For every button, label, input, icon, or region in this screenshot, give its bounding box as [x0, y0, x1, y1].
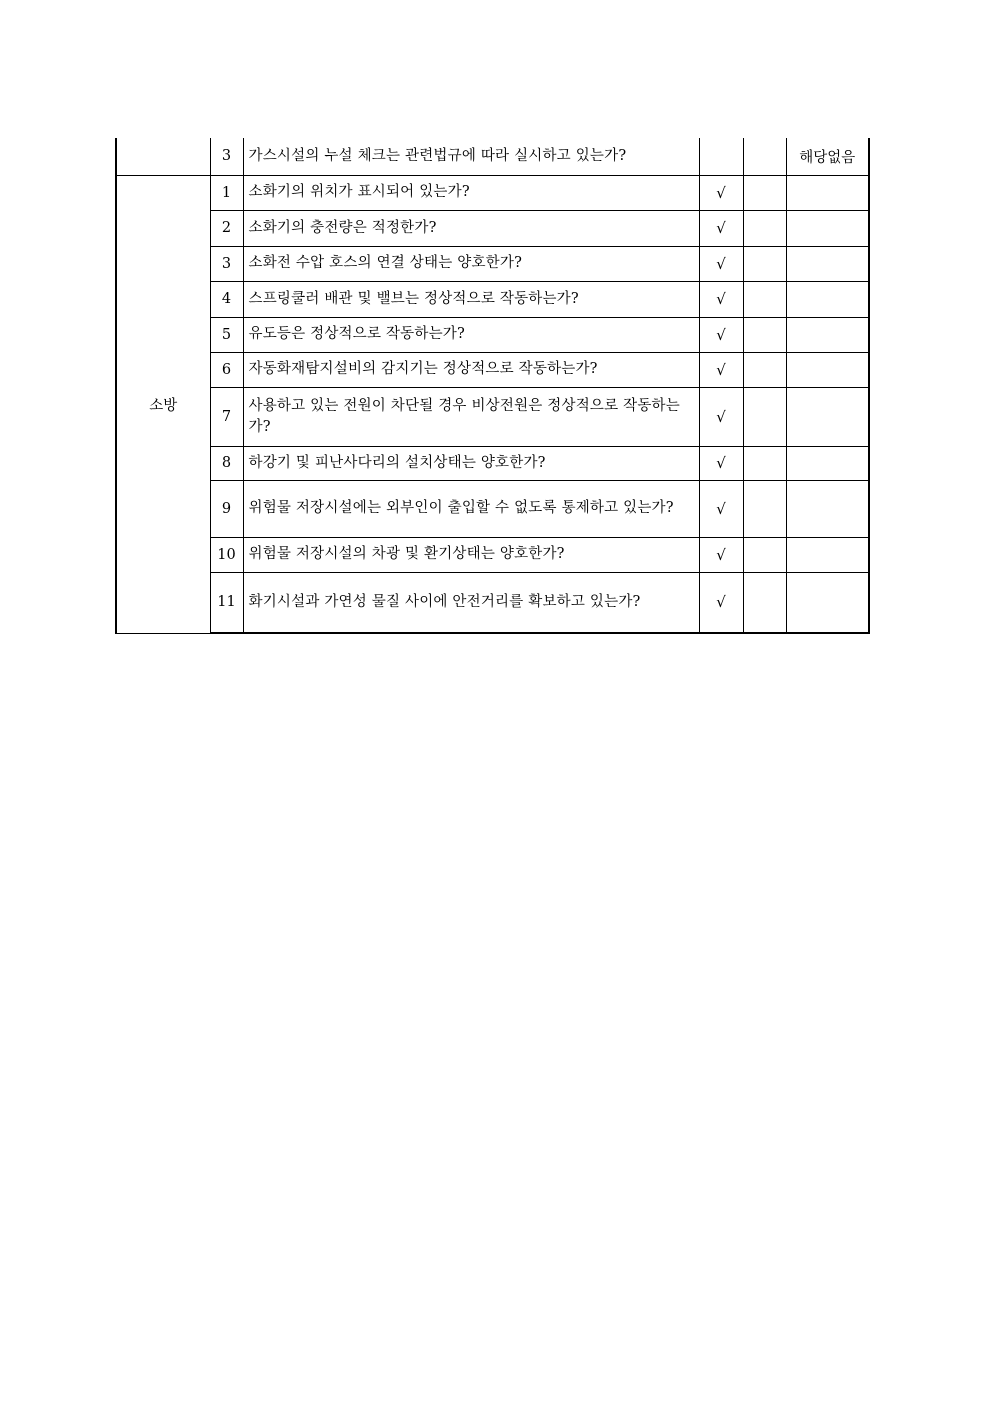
not-applicable-cell — [786, 281, 869, 317]
check-yes-cell — [699, 138, 743, 175]
item-number: 2 — [210, 210, 243, 246]
check-yes-cell — [699, 352, 743, 387]
item-question: 화기시설과 가연성 물질 사이에 안전거리를 확보하고 있는가? — [243, 572, 699, 633]
checkmark-icon: √ — [716, 593, 726, 612]
not-applicable-cell — [786, 246, 869, 281]
item-question: 유도등은 정상적으로 작동하는가? — [243, 317, 699, 352]
check-no-cell — [743, 317, 786, 352]
not-applicable-cell — [786, 317, 869, 352]
check-yes-cell — [699, 246, 743, 281]
item-number: 5 — [210, 317, 243, 352]
checkmark-icon: √ — [716, 407, 726, 426]
not-applicable-cell — [786, 175, 869, 210]
table-row — [116, 446, 869, 480]
checklist-table — [115, 138, 870, 634]
item-question: 스프링쿨러 배관 및 밸브는 정상적으로 작동하는가? — [243, 281, 699, 317]
checkmark-icon: √ — [716, 290, 726, 308]
not-applicable-cell — [786, 572, 869, 633]
item-number: 9 — [210, 480, 243, 537]
not-applicable-cell — [786, 537, 869, 572]
item-number: 11 — [210, 572, 243, 633]
table-row — [116, 387, 869, 446]
check-yes-cell — [699, 387, 743, 446]
item-number: 6 — [210, 352, 243, 387]
table-row — [116, 352, 869, 387]
not-applicable-cell: 해당없음 — [786, 138, 869, 175]
check-yes-cell — [699, 572, 743, 633]
check-no-cell — [743, 352, 786, 387]
item-number: 7 — [210, 387, 243, 446]
item-question: 소화기의 위치가 표시되어 있는가? — [243, 175, 699, 210]
table-row — [116, 210, 869, 246]
table-row — [116, 480, 869, 537]
item-question: 가스시설의 누설 체크는 관련법규에 따라 실시하고 있는가? — [243, 138, 699, 175]
check-yes-cell — [699, 317, 743, 352]
table-row — [116, 537, 869, 572]
check-yes-cell — [699, 281, 743, 317]
checkmark-icon: √ — [716, 545, 726, 564]
check-no-cell — [743, 537, 786, 572]
checkmark-icon: √ — [716, 499, 726, 518]
item-number: 10 — [210, 537, 243, 572]
table-row — [116, 572, 869, 633]
check-yes-cell — [699, 480, 743, 537]
checkmark-icon: √ — [716, 219, 726, 237]
checkmark-icon: √ — [716, 183, 726, 202]
category-cell-continued — [116, 138, 210, 175]
item-number: 8 — [210, 446, 243, 480]
item-question: 사용하고 있는 전원이 차단될 경우 비상전원은 정상적으로 작동하는가? — [243, 387, 699, 446]
check-no-cell — [743, 210, 786, 246]
check-no-cell — [743, 138, 786, 175]
not-applicable-cell — [786, 480, 869, 537]
item-number: 4 — [210, 281, 243, 317]
check-yes-cell — [699, 175, 743, 210]
check-no-cell — [743, 446, 786, 480]
check-no-cell — [743, 572, 786, 633]
check-no-cell — [743, 246, 786, 281]
check-no-cell — [743, 387, 786, 446]
checkmark-icon: √ — [716, 254, 726, 273]
not-applicable-cell — [786, 210, 869, 246]
item-question: 자동화재탐지설비의 감지기는 정상적으로 작동하는가? — [243, 352, 699, 387]
table-row — [116, 281, 869, 317]
table-row — [116, 175, 869, 210]
check-no-cell — [743, 175, 786, 210]
checkmark-icon: √ — [716, 325, 726, 344]
check-yes-cell — [699, 446, 743, 480]
check-yes-cell — [699, 210, 743, 246]
item-question: 하강기 및 피난사다리의 설치상태는 양호한가? — [243, 446, 699, 480]
table-row — [116, 138, 869, 175]
item-number: 1 — [210, 175, 243, 210]
check-no-cell — [743, 480, 786, 537]
check-yes-cell — [699, 537, 743, 572]
item-question: 위험물 저장시설에는 외부인이 출입할 수 없도록 통제하고 있는가? — [243, 480, 699, 537]
checkmark-icon: √ — [716, 360, 726, 379]
item-number: 3 — [210, 138, 243, 175]
not-applicable-cell — [786, 352, 869, 387]
checkmark-icon: √ — [716, 454, 726, 472]
item-question: 소화전 수압 호스의 연결 상태는 양호한가? — [243, 246, 699, 281]
table-row — [116, 246, 869, 281]
not-applicable-cell — [786, 387, 869, 446]
item-question: 소화기의 충전량은 적정한가? — [243, 210, 699, 246]
category-fire-safety: 소방 — [116, 175, 210, 633]
table-row — [116, 317, 869, 352]
not-applicable-cell — [786, 446, 869, 480]
check-no-cell — [743, 281, 786, 317]
item-number: 3 — [210, 246, 243, 281]
item-question: 위험물 저장시설의 차광 및 환기상태는 양호한가? — [243, 537, 699, 572]
